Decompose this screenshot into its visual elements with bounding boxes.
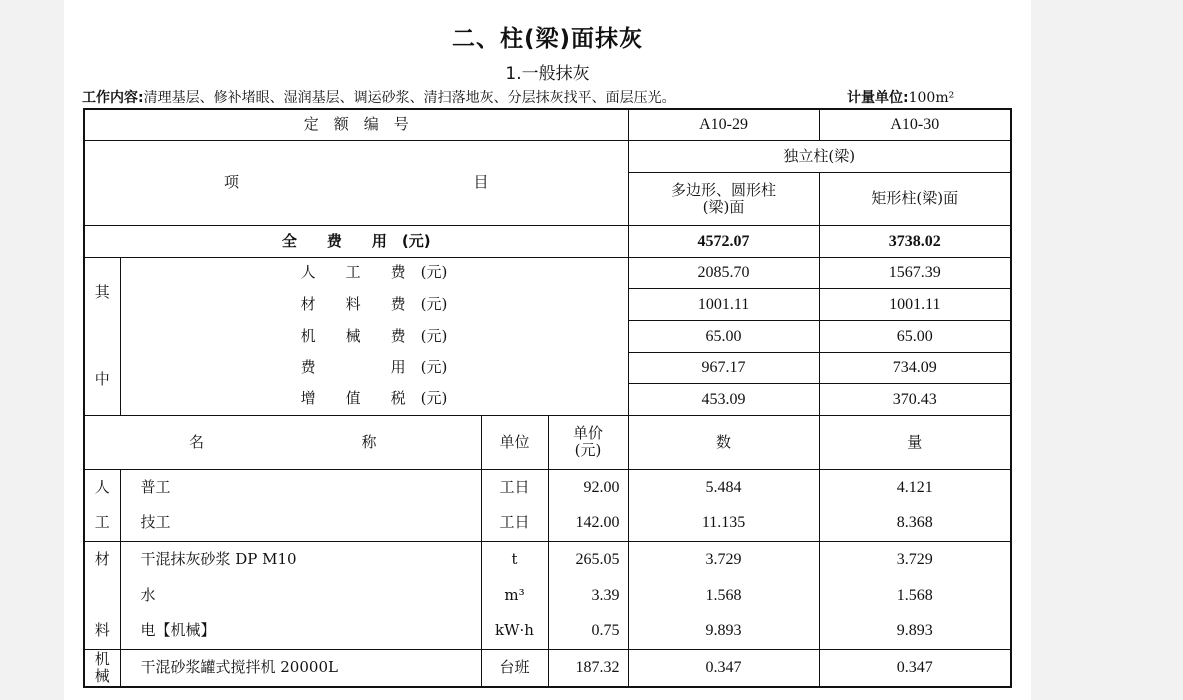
unit-value: 100m² xyxy=(908,90,955,106)
breakdown-label: 增 值 税 (元) xyxy=(120,383,628,415)
resource-unit: 工日 xyxy=(481,469,548,505)
breakdown-value: 967.17 xyxy=(628,352,819,383)
resource-qty: 1.568 xyxy=(628,577,819,613)
section-subtitle: 1.一般抹灰 xyxy=(505,64,590,84)
breakdown-row xyxy=(84,383,1011,415)
breakdown-value: 453.09 xyxy=(628,383,819,415)
unit-header: 单位 xyxy=(481,415,548,469)
resource-qty: 0.347 xyxy=(628,649,819,687)
breakdown-side-top: 其 xyxy=(94,283,110,301)
resource-qty: 4.121 xyxy=(819,469,1011,505)
col2-label: 矩形柱(梁)面 xyxy=(819,172,1011,225)
machinery-side-line2: 械 xyxy=(94,666,110,685)
resource-name: 干混砂浆罐式搅拌机 20000L xyxy=(120,649,481,687)
breakdown-value: 1001.11 xyxy=(819,288,1011,320)
breakdown-value: 65.00 xyxy=(628,320,819,352)
measure-unit xyxy=(847,87,954,107)
price-header-line2: (元) xyxy=(574,441,602,459)
total-value-1: 4572.07 xyxy=(628,225,819,257)
resource-row xyxy=(84,505,1011,541)
materials-side-top: 材 xyxy=(84,541,120,577)
resource-row xyxy=(84,469,1011,505)
breakdown-value: 2085.70 xyxy=(628,257,819,288)
item-header-row xyxy=(84,140,1011,172)
name-header xyxy=(84,415,481,469)
breakdown-value: 1567.39 xyxy=(819,257,1011,288)
resource-price: 265.05 xyxy=(548,541,628,577)
resource-qty: 9.893 xyxy=(819,613,1011,649)
resource-row xyxy=(84,613,1011,649)
resource-header-row xyxy=(84,415,1011,469)
resource-qty: 3.729 xyxy=(819,541,1011,577)
breakdown-label: 机 械 费 (元) xyxy=(120,320,628,352)
col1-label-line1: 多边形、圆形柱 xyxy=(671,180,777,199)
resource-price: 187.32 xyxy=(548,649,628,687)
quota-table xyxy=(83,108,1012,688)
resource-price: 3.39 xyxy=(548,577,628,613)
total-value-2: 3738.02 xyxy=(819,225,1011,257)
total-label: 全 费 用 (元) xyxy=(84,225,628,257)
quota-number-label: 定 额 编 号 xyxy=(84,109,628,140)
resource-unit: t xyxy=(481,541,548,577)
quota-number-row xyxy=(84,109,1011,140)
resource-price: 142.00 xyxy=(548,505,628,541)
work-content-label: 工作内容: xyxy=(82,90,144,106)
resource-unit: kW·h xyxy=(481,613,548,649)
machinery-side-label xyxy=(84,649,120,687)
breakdown-row xyxy=(84,352,1011,383)
breakdown-row xyxy=(84,288,1011,320)
resource-qty: 9.893 xyxy=(628,613,819,649)
resource-name: 水 xyxy=(120,577,481,613)
col1-label xyxy=(628,172,819,225)
quota-code-1: A10-29 xyxy=(628,109,819,140)
work-content-text: 清理基层、修补堵眼、湿润基层、调运砂浆、清扫落地灰、分层抹灰找平、面层压光。 xyxy=(143,90,676,106)
resource-row xyxy=(84,649,1011,687)
group-label: 独立柱(梁) xyxy=(628,140,1011,172)
breakdown-value: 1001.11 xyxy=(628,288,819,320)
resource-name: 干混抹灰砂浆 DP M10 xyxy=(120,541,481,577)
breakdown-value: 370.43 xyxy=(819,383,1011,415)
breakdown-value: 734.09 xyxy=(819,352,1011,383)
materials-side-bottom: 料 xyxy=(84,613,120,649)
breakdown-label: 材 料 费 (元) xyxy=(120,288,628,320)
col1-label-line2: (梁)面 xyxy=(702,197,745,216)
resource-name: 普工 xyxy=(120,469,481,505)
unit-label: 计量单位: xyxy=(847,90,909,106)
total-row xyxy=(84,225,1011,257)
resource-qty: 8.368 xyxy=(819,505,1011,541)
qty-header-right: 量 xyxy=(819,415,1011,469)
labor-side-top: 人 xyxy=(84,469,120,505)
resource-qty: 5.484 xyxy=(628,469,819,505)
resource-name: 电【机械】 xyxy=(120,613,481,649)
resource-row xyxy=(84,541,1011,577)
resource-row xyxy=(84,577,1011,613)
breakdown-row xyxy=(84,320,1011,352)
resource-unit: 台班 xyxy=(481,649,548,687)
work-content-line xyxy=(82,87,994,109)
item-label-left: 项 xyxy=(224,173,240,191)
quota-code-2: A10-30 xyxy=(819,109,1011,140)
page-title: 二、柱(梁)面抹灰 xyxy=(451,26,644,52)
labor-side-bottom: 工 xyxy=(84,505,120,541)
name-header-right: 称 xyxy=(361,432,377,451)
price-header-line1: 单价 xyxy=(573,424,604,442)
price-header xyxy=(548,415,628,469)
breakdown-side-label xyxy=(84,257,120,415)
breakdown-row xyxy=(84,257,1011,288)
resource-price: 92.00 xyxy=(548,469,628,505)
breakdown-value: 65.00 xyxy=(819,320,1011,352)
resource-qty: 1.568 xyxy=(819,577,1011,613)
materials-side-spacer xyxy=(84,577,120,613)
item-header xyxy=(84,140,628,225)
resource-qty: 3.729 xyxy=(628,541,819,577)
name-header-left: 名 xyxy=(189,432,205,451)
breakdown-side-bottom: 中 xyxy=(94,370,110,388)
resource-name: 技工 xyxy=(120,505,481,541)
machinery-side-line1: 机 xyxy=(94,649,110,668)
resource-qty: 0.347 xyxy=(819,649,1011,687)
resource-price: 0.75 xyxy=(548,613,628,649)
breakdown-label: 费 用 (元) xyxy=(120,352,628,383)
qty-header-left: 数 xyxy=(628,415,819,469)
breakdown-label: 人 工 费 (元) xyxy=(120,257,628,288)
resource-unit: m³ xyxy=(481,577,548,613)
document-page xyxy=(64,0,1031,700)
resource-qty: 11.135 xyxy=(628,505,819,541)
resource-unit: 工日 xyxy=(481,505,548,541)
item-label-right: 目 xyxy=(473,173,489,191)
